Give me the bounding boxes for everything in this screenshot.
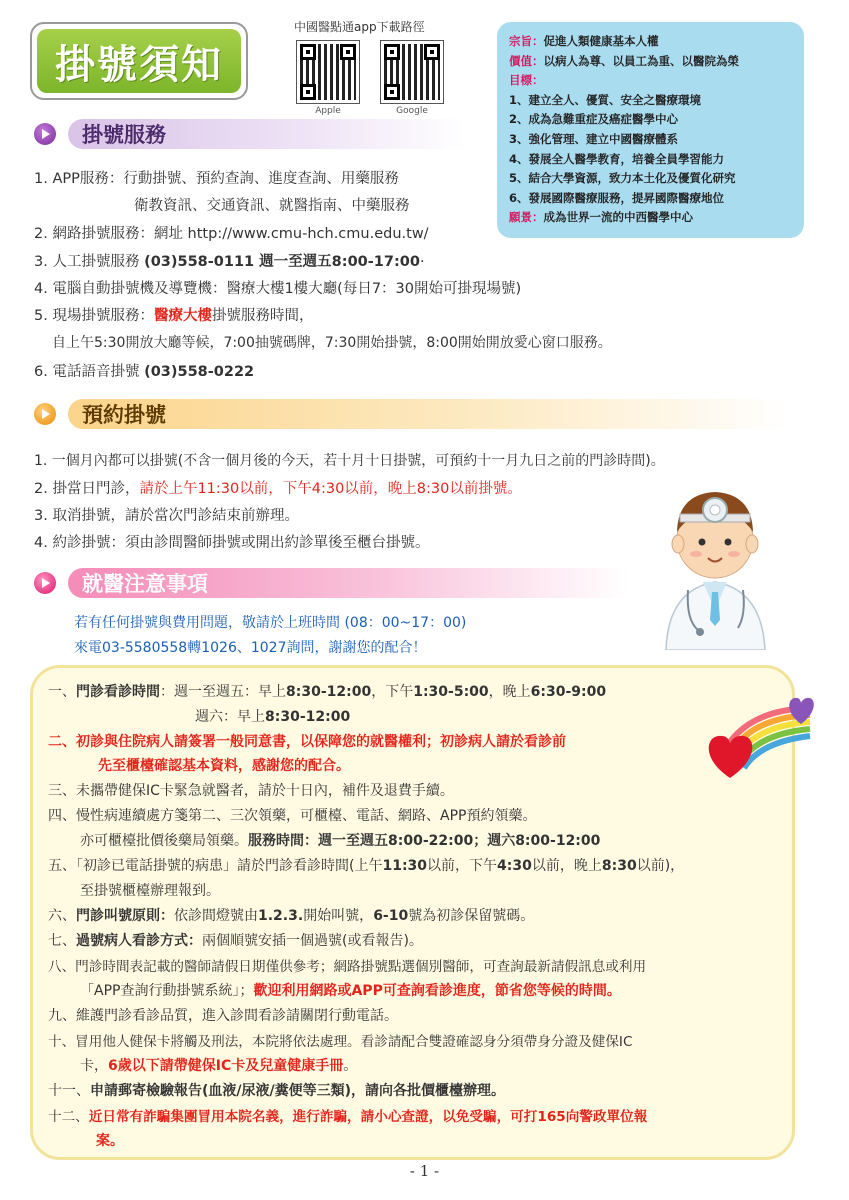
list-item: 4. 電腦自動掛號機及導覽機：醫療大樓1樓大廳(每日7：30開始可掛現場號) xyxy=(34,281,522,297)
notice-item-saturday-hours: 週六：早上8:30-12:00 xyxy=(195,709,351,725)
list-item: 2. 掛當日門診，請於上午11:30以前，下午4:30以前，晚上8:30以前掛號。 xyxy=(34,481,522,497)
mission-box xyxy=(497,22,804,238)
section-medical-notes xyxy=(34,567,628,599)
notice-item-phone-registration: 五、「初診已電話掛號的病患」請於門診看診時間(上午11:30以前，下午4:30以前，晚上8:30以前)， xyxy=(48,858,685,874)
section-heading: 就醫注意事項 xyxy=(68,568,628,598)
notice-item-refill-cont: 亦可櫃檯批價後藥局領藥。服務時間：週一至週五8:00-22:00；週六8:00-12:00 xyxy=(80,833,601,849)
rainbow-hearts-icon xyxy=(700,690,825,780)
notice-item-mail-report: 十一、申請郵寄檢驗報告(血液/尿液/糞便等三類)，請向各批價櫃檯辦理。 xyxy=(48,1083,506,1099)
contact-phone: 來電03-5580558轉1026、1027詢問，謝謝您的配合！ xyxy=(74,640,427,656)
list-item-continued: 衛教資訊、交通資訊、就醫指南、中藥服務 xyxy=(134,198,410,214)
goal-item: 1、建立全人、優質、安全之醫療環境 xyxy=(509,92,701,107)
notice-item-scam-warning: 十二、近日常有詐騙集團冒用本院名義，進行詐騙，請小心查證，以免受騙，可打165向警政單位報 xyxy=(48,1109,648,1125)
title-badge xyxy=(30,22,248,100)
list-item: 1. 一個月內都可以掛號(不含一個月後的今天，若十月十日掛號，可預約十一月九日之前的門診時間)。 xyxy=(34,453,665,469)
section-appointment xyxy=(34,398,788,430)
list-item-continued: 自上午5:30開放大廳等候，7:00抽號碼牌，7:30開始掛號，8:00開始開放愛心窗口服務。 xyxy=(52,335,612,351)
section-heading: 預約掛號 xyxy=(68,399,788,429)
vision-line: 願景：成為世界一流的中西醫學中心 xyxy=(509,210,693,225)
value-line: 價值：以病人為尊、以員工為重、以醫院為榮 xyxy=(509,53,739,68)
goals-label: 目標： xyxy=(509,73,544,88)
list-item: 6. 電話語音掛號 (03)558-0222 xyxy=(34,364,255,380)
list-item: 1. APP服務：行動掛號、預約查詢、進度查詢、用藥服務 xyxy=(34,171,399,187)
notice-item-phone-registration-cont: 至掛號櫃檯辦理報到。 xyxy=(80,883,220,899)
qr-caption: 中國醫點通app下載路徑 xyxy=(294,20,425,34)
list-item: 5. 現場掛號服務：醫療大樓掛號服務時間， xyxy=(34,308,314,324)
notice-item-missed-number: 七、過號病人看診方式：兩個順號安插一個過號(或看報告)。 xyxy=(48,933,423,949)
section-registration-services xyxy=(34,118,468,150)
goal-item: 4、發展全人醫學教育，培養全員學習能力 xyxy=(509,151,724,166)
notice-item-leave-schedule-cont: 「APP查詢行動掛號系統」；歡迎利用網路或APP可查詢看診進度，節省您等候的時間。 xyxy=(80,983,621,999)
goal-item: 5、結合大學資源，致力本土化及優質化研究 xyxy=(509,171,736,186)
notice-item-call-rule: 六、門診叫號原則：依診間燈號由1.2.3.開始叫號，6-10號為初診保留號碼。 xyxy=(48,908,535,924)
page-number: - 1 - xyxy=(409,1162,440,1180)
list-item: 3. 人工掛號服務 (03)558-0111 週一至週五8:00-17:00· xyxy=(34,254,425,270)
apple-qr-label: Apple xyxy=(315,106,341,116)
apple-qr-code[interactable] xyxy=(296,40,360,104)
play-bullet-icon xyxy=(34,403,56,425)
notice-item-consent-cont: 先至櫃檯確認基本資料，感謝您的配合。 xyxy=(98,758,350,774)
notice-item-scam-warning-cont: 案。 xyxy=(96,1133,124,1149)
google-qr-label: Google xyxy=(396,106,428,116)
section-heading: 掛號服務 xyxy=(68,119,468,149)
notice-item-card-fraud: 十、冒用他人健保卡將觸及刑法，本院將依法處理。看診請配合雙證確認身分須帶身分證及健保IC xyxy=(48,1034,633,1050)
goal-item: 2、成為急難重症及癌症醫學中心 xyxy=(509,112,678,127)
list-item: 4. 約診掛號：須由診間醫師掛號或開出約診單後至櫃台掛號。 xyxy=(34,535,430,551)
notice-item-ic-card: 三、未攜帶健保IC卡緊急就醫者，請於十日內，補件及退費手續。 xyxy=(48,783,454,799)
notice-item-consent: 二、初診與住院病人請簽署一般同意書，以保障您的就醫權利；初診病人請於看診前 xyxy=(48,734,566,750)
contact-line: 若有任何掛號與費用問題，敬請於上班時間 (08：00~17：00) xyxy=(74,615,467,631)
notice-item-card-fraud-cont: 卡，6歲以下請帶健保IC卡及兒童健康手冊。 xyxy=(80,1058,358,1074)
notice-item-refill: 四、慢性病連續處方箋第二、三次領藥，可櫃檯、電話、網路、APP預約領藥。 xyxy=(48,808,537,824)
page-title: 掛號須知 xyxy=(37,29,241,93)
website-link[interactable]: 2. 網路掛號服務：網址 http://www.cmu-hch.cmu.edu.tw/ xyxy=(34,226,429,242)
play-bullet-icon xyxy=(34,572,56,594)
goal-item: 6、發展國際醫療服務，提昇國際醫療地位 xyxy=(509,190,724,205)
notice-item-leave-schedule: 八、門診時間表記載的醫師請假日期僅供參考；網路掛號點選個別醫師，可查詢最新請假訊息或利用 xyxy=(48,959,647,975)
purpose-line: 宗旨：促進人類健康基本人權 xyxy=(509,34,659,48)
goal-item: 3、強化管理、建立中國醫療體系 xyxy=(509,131,678,146)
notice-item-clinic-hours: 一、門診看診時間：週一至週五：早上8:30-12:00，下午1:30-5:00，晚上6:30-9:00 xyxy=(48,684,607,700)
doctor-illustration xyxy=(648,470,783,650)
notice-item-phones-off: 九、維護門診看診品質，進入診間看診請關閉行動電話。 xyxy=(48,1008,398,1024)
google-qr-code[interactable] xyxy=(380,40,444,104)
play-bullet-icon xyxy=(34,123,56,145)
list-item: 3. 取消掛號，請於當次門診結束前辦理。 xyxy=(34,508,299,524)
